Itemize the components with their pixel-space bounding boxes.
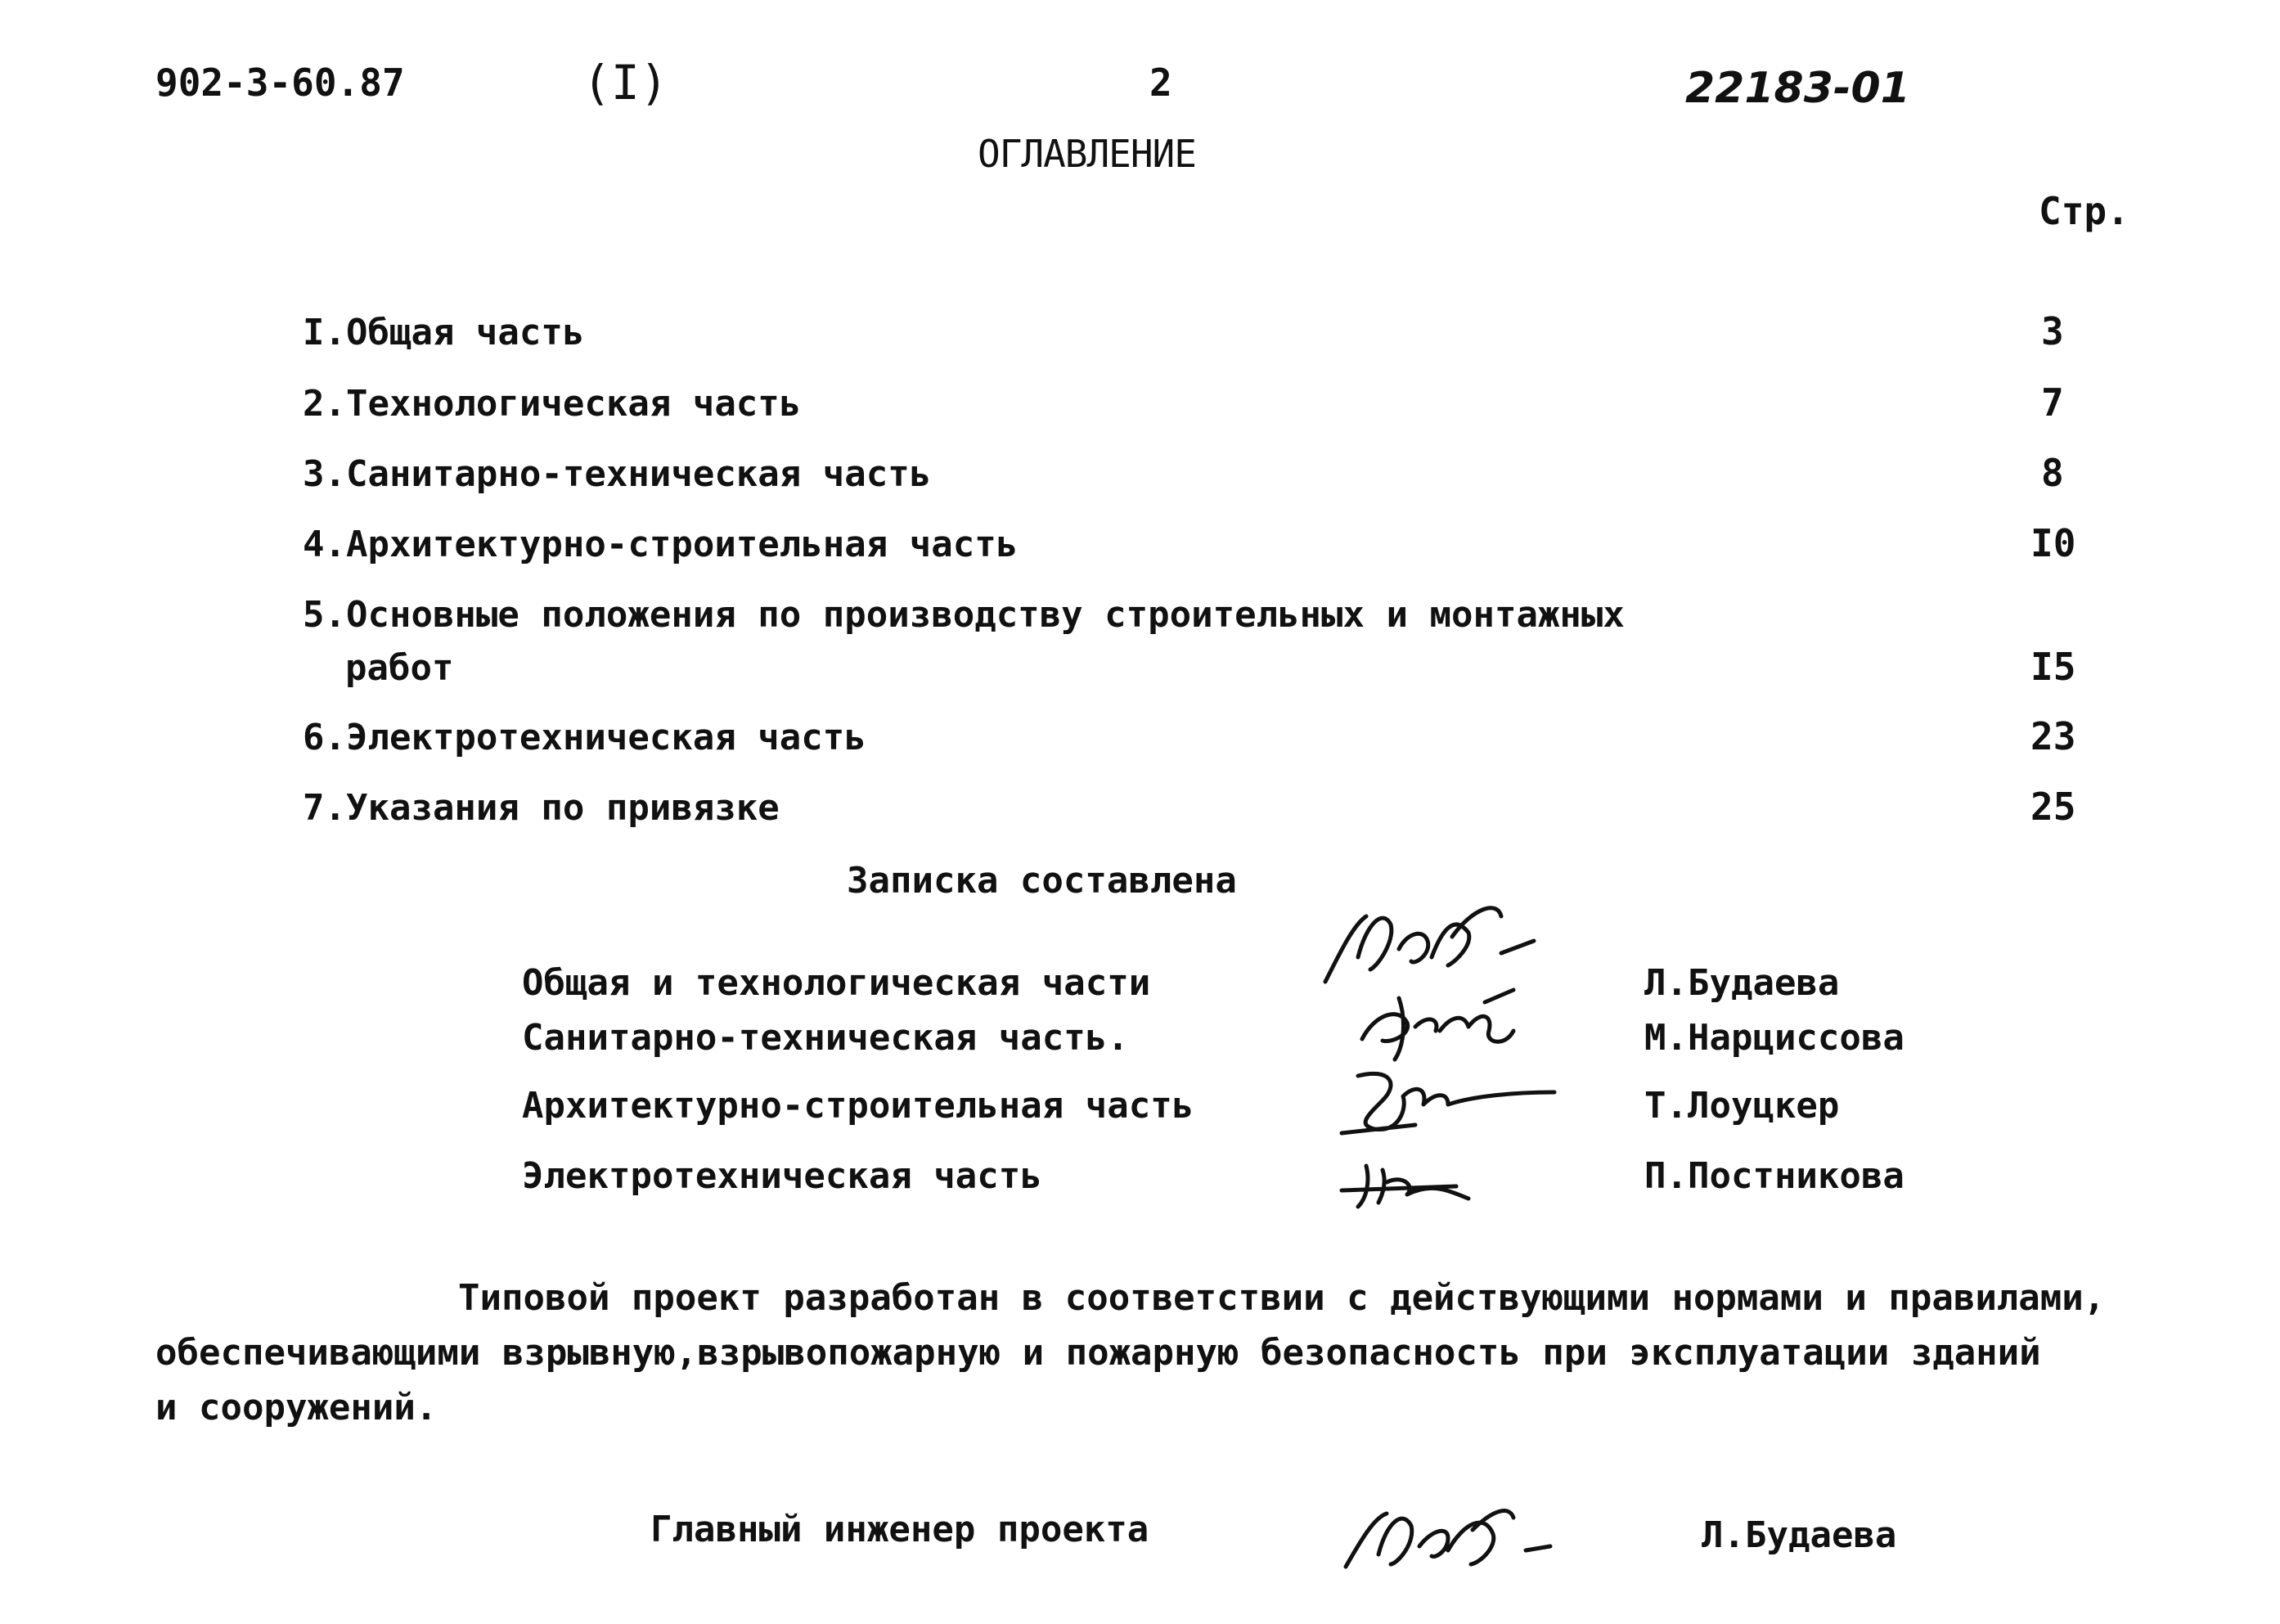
page-number: 2 bbox=[1149, 61, 1172, 105]
chief-engineer-title: Главный инженер проекта bbox=[650, 1509, 1149, 1550]
toc-item-label: 2.Технологическая часть bbox=[303, 383, 802, 425]
volume-mark: (I) bbox=[582, 55, 668, 110]
author-part: Общая и технологическая части bbox=[522, 962, 1151, 1004]
statement-line: обеспечивающими взрывную,взрывопожарную и пожарную безопасность при эксплуатации зданий bbox=[155, 1332, 2041, 1374]
page-title: ОГЛАВЛЕНИЕ bbox=[978, 132, 1196, 176]
signature-nartsissova bbox=[1350, 982, 1530, 1064]
author-part: Архитектурно-строительная часть bbox=[522, 1085, 1194, 1127]
toc-item-page: 25 bbox=[2030, 785, 2076, 829]
toc-item-page: 3 bbox=[2041, 309, 2064, 353]
page-column-label: Стр. bbox=[2039, 189, 2129, 233]
toc-item-label-continued: работ bbox=[345, 647, 454, 689]
toc-item-page: 23 bbox=[2030, 714, 2076, 758]
author-name: Л.Будаева bbox=[1644, 962, 1840, 1004]
toc-item-label: 3.Санитарно-техническая часть bbox=[303, 453, 932, 495]
document-code: 22183-01 bbox=[1685, 64, 1910, 113]
signature-chief-engineer bbox=[1333, 1489, 1563, 1579]
statement-line: Типовой проект разработан в соответствии с действующими нормами и правилами, bbox=[458, 1277, 2106, 1319]
toc-item-label: I.Общая часть bbox=[303, 312, 585, 353]
toc-item-page: I5 bbox=[2030, 645, 2076, 689]
document-number: 902-3-60.87 bbox=[155, 61, 405, 105]
toc-item-label: 5.Основные положения по производству строительных и монтажных bbox=[303, 594, 1625, 636]
toc-item-label: 7.Указания по привязке bbox=[303, 787, 780, 829]
signature-postnikova bbox=[1333, 1149, 1473, 1215]
signature-loutsker bbox=[1325, 1059, 1571, 1141]
toc-item-page: I0 bbox=[2030, 521, 2076, 565]
compiled-heading: Записка составлена bbox=[847, 860, 1237, 902]
toc-item-page: 7 bbox=[2041, 380, 2064, 425]
author-name: П.Постникова bbox=[1644, 1155, 1904, 1197]
author-name: Т.Лоуцкер bbox=[1644, 1085, 1840, 1127]
toc-item-label: 6.Электротехническая часть bbox=[303, 717, 866, 758]
toc-item-label: 4.Архитектурно-строительная часть bbox=[303, 524, 1019, 565]
toc-item-page: 8 bbox=[2041, 451, 2064, 495]
author-part: Санитарно-техническая часть. bbox=[522, 1017, 1129, 1059]
author-name: М.Нарциссова bbox=[1644, 1017, 1904, 1059]
statement-line: и сооружений. bbox=[155, 1387, 438, 1428]
author-part: Электротехническая часть bbox=[522, 1155, 1042, 1197]
chief-engineer-name: Л.Будаева bbox=[1702, 1514, 1897, 1556]
